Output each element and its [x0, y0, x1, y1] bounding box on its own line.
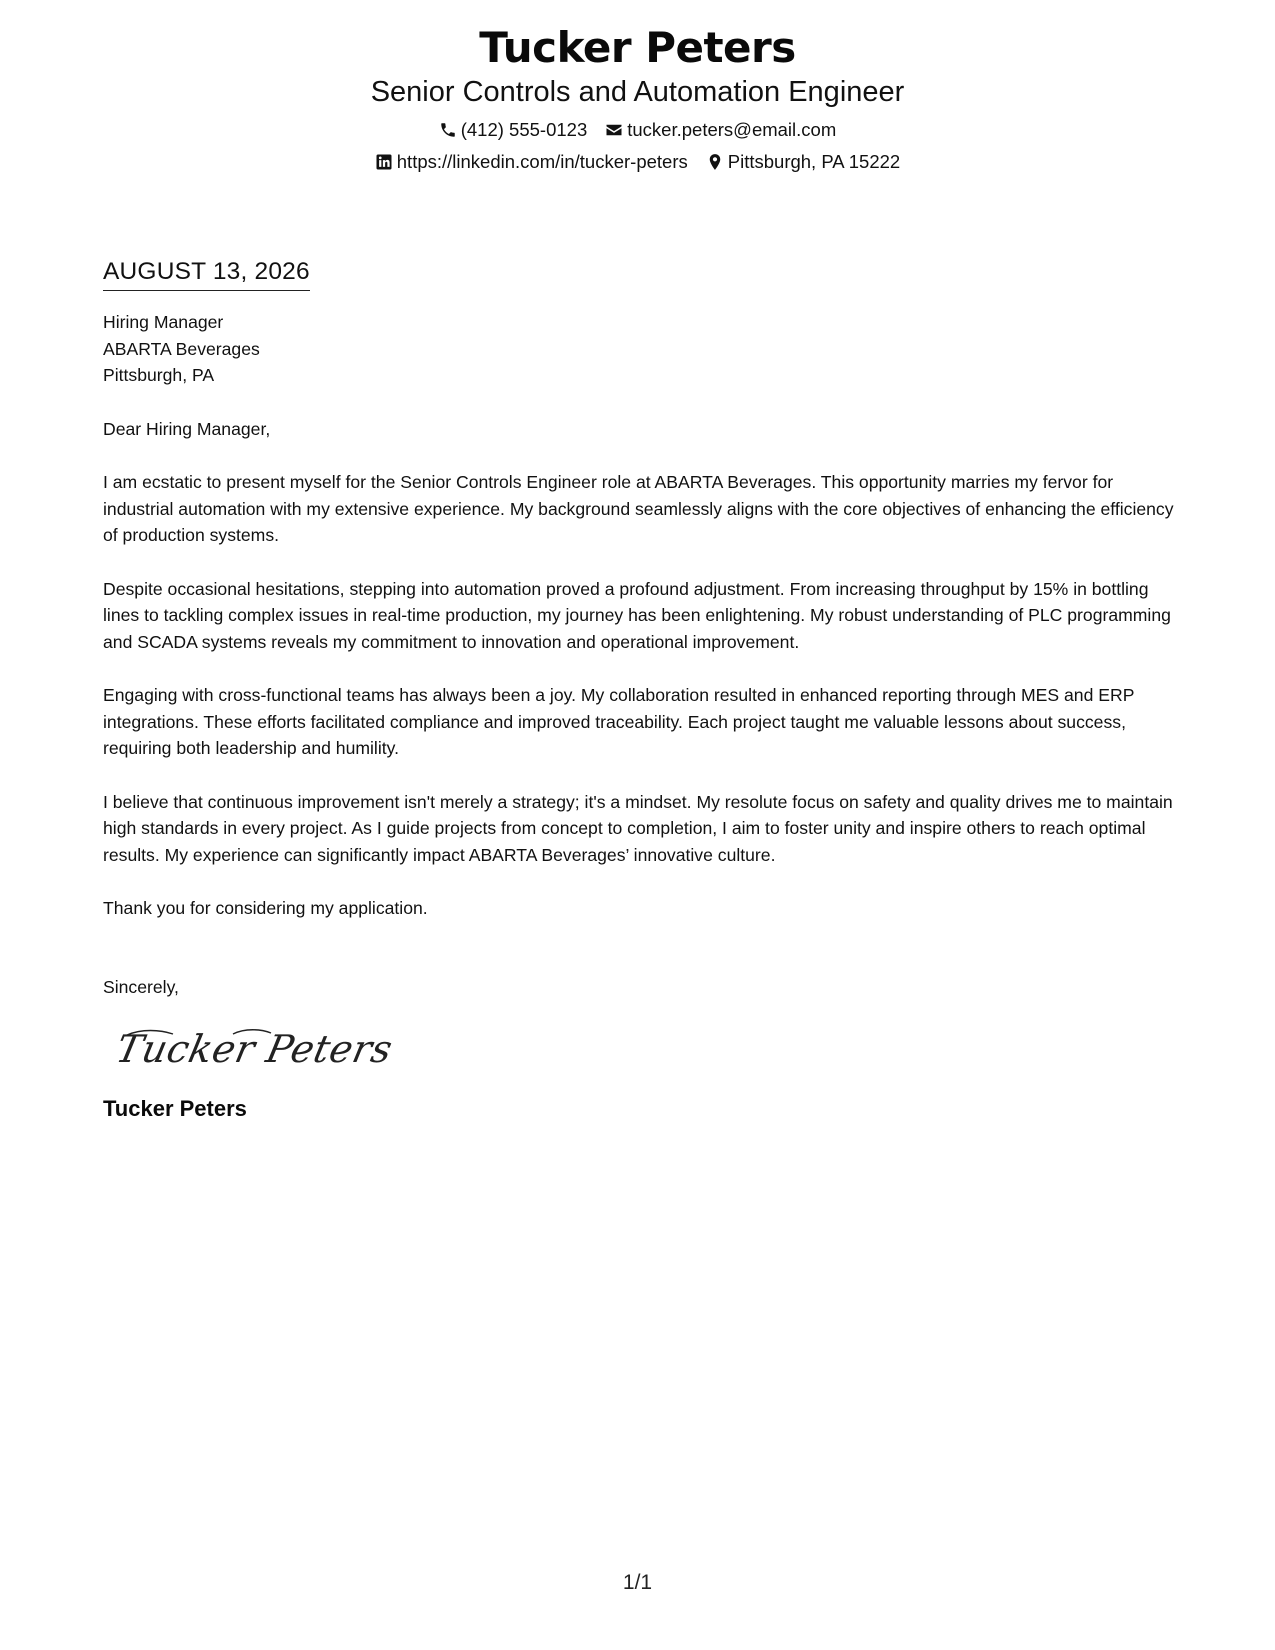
applicant-name: Tucker Peters [479, 23, 796, 72]
thank-you-line: Thank you for considering my application. [103, 898, 428, 918]
body-paragraph: Engaging with cross-functional teams has always been a joy. My collaboration resulted in enhanced reporting through MES and ERP integrations. These efforts facilitated compliance and improved traceability. Each project taught me valuable lessons about success, requiring both leadership and humility. [103, 685, 1135, 758]
page-number: 1/1 [622, 1571, 653, 1594]
letter-body [103, 255, 1178, 1123]
body-paragraph: Despite occasional hesitations, stepping into automation proved a profound adjustment. From increasing throughput by 15% in bottling lines to tackling complex issues in real-time production, my journey has been enlightening. My robust understanding of PLC programming and SCADA systems reveals my commitment to innovation and operational improvement. [103, 578, 1171, 652]
letter-date: AUGUST 13, 2026 [103, 255, 310, 291]
recipient-location: Pittsburgh, PA [103, 365, 215, 385]
contact-line-primary [0, 118, 1275, 142]
signed-name: Tucker Peters [103, 1096, 247, 1121]
applicant-role: Senior Controls and Automation Engineer [370, 76, 905, 108]
closing: Sincerely, [103, 976, 179, 997]
recipient-title: Hiring Manager [103, 312, 224, 332]
envelope-icon [605, 121, 623, 139]
body-paragraph: I am ecstatic to present myself for the Senior Controls Engineer role at ABARTA Beverages. This opportunity marries my fervor for industrial automation with my extensive experience. My background seamlessly aligns with the core objectives of enhancing the efficiency of production systems. [103, 472, 1174, 545]
map-pin-icon [706, 153, 724, 171]
body-paragraph: I believe that continuous improvement isn't merely a strategy; it's a mindset. My resolute focus on safety and quality drives me to maintain high standards in every project. As I guide projects from concept to completion, I aim to foster unity and inspire others to reach optimal results. My experience can significantly impact ABARTA Beverages’ innovative culture. [103, 791, 1173, 865]
recipient-company: ABARTA Beverages [103, 338, 260, 359]
handwritten-signature [111, 1020, 1178, 1080]
linkedin-link[interactable]: https://linkedin.com/in/tucker-peters [396, 151, 688, 172]
contact-phone [439, 118, 588, 142]
location-text: Pittsburgh, PA 15222 [727, 151, 901, 172]
salutation: Dear Hiring Manager, [103, 418, 271, 439]
contact-linkedin [375, 150, 688, 174]
recipient-block [103, 309, 1178, 389]
linkedin-icon [375, 153, 393, 171]
svg-text:Tucker Peters: Tucker Peters [111, 1027, 397, 1072]
phone-number[interactable]: (412) 555-0123 [460, 119, 588, 140]
contact-line-secondary [0, 150, 1275, 174]
contact-location [706, 150, 900, 174]
letter-header [0, 22, 1275, 174]
phone-icon [439, 121, 457, 139]
contact-email [605, 118, 836, 142]
email-address[interactable]: tucker.peters@email.com [627, 119, 837, 140]
